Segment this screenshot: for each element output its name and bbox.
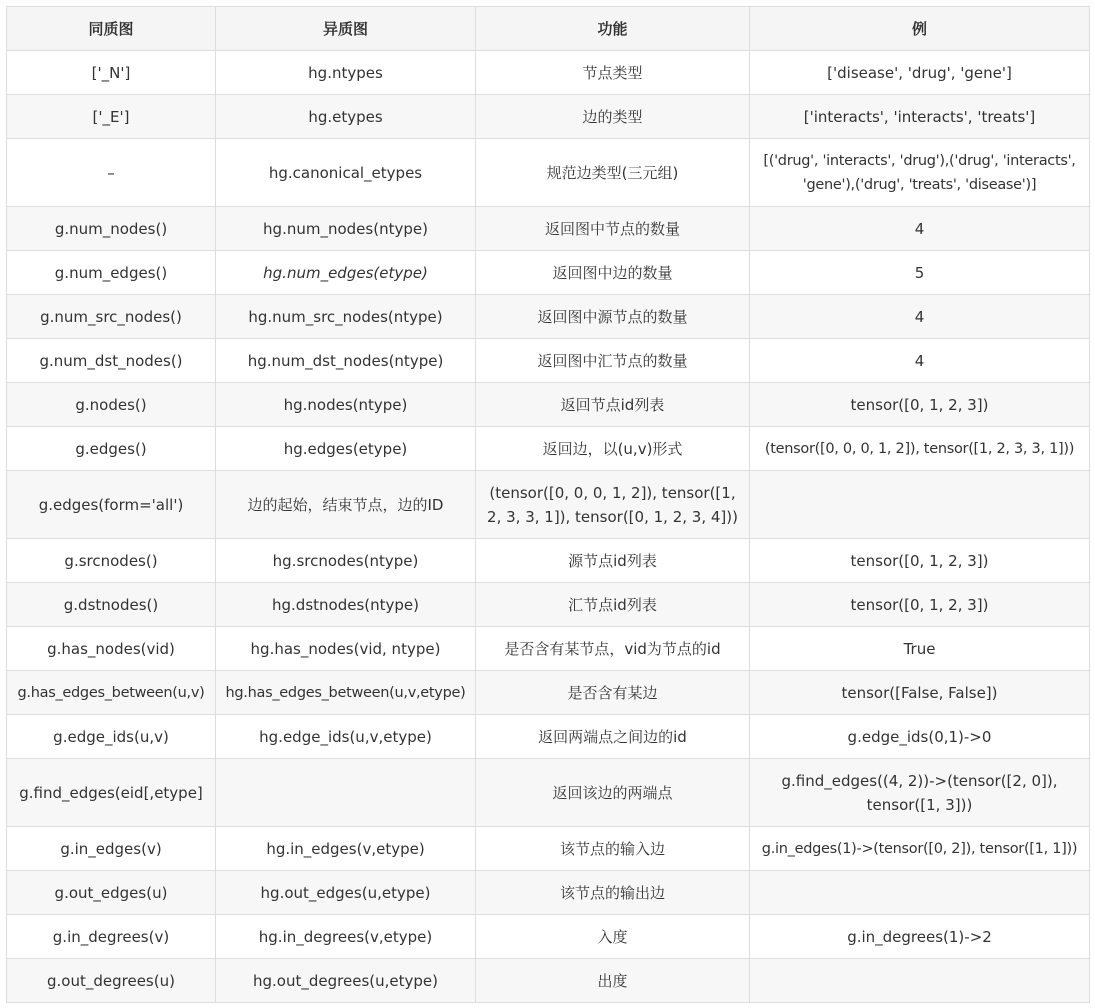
- cell-function: 返回图中边的数量: [476, 251, 750, 295]
- cell-example: [750, 871, 1090, 915]
- table-row: [7, 383, 1090, 427]
- cell-function: 源节点id列表: [476, 539, 750, 583]
- cell-function: 出度: [476, 959, 750, 1003]
- table-row: [7, 583, 1090, 627]
- cell-function: 返回两端点之间边的id: [476, 715, 750, 759]
- cell-function: 返回图中源节点的数量: [476, 295, 750, 339]
- cell-heterogeneous: hg.nodes(ntype): [216, 383, 476, 427]
- cell-heterogeneous: 边的起始，结束节点，边的ID: [216, 471, 476, 539]
- cell-heterogeneous: hg.has_nodes(vid, ntype): [216, 627, 476, 671]
- cell-example: tensor([0, 1, 2, 3]): [750, 539, 1090, 583]
- cell-heterogeneous: hg.edge_ids(u,v,etype): [216, 715, 476, 759]
- cell-example: ['interacts', 'interacts', 'treats']: [750, 95, 1090, 139]
- cell-function: 该节点的输入边: [476, 827, 750, 871]
- cell-example: tensor([0, 1, 2, 3]): [750, 383, 1090, 427]
- header-example: 例: [750, 7, 1090, 51]
- table-row: [7, 871, 1090, 915]
- cell-homogeneous: g.in_degrees(v): [7, 915, 216, 959]
- cell-homogeneous: g.out_degrees(u): [7, 959, 216, 1003]
- cell-heterogeneous: hg.num_nodes(ntype): [216, 207, 476, 251]
- cell-heterogeneous: hg.in_degrees(v,etype): [216, 915, 476, 959]
- cell-heterogeneous: hg.srcnodes(ntype): [216, 539, 476, 583]
- cell-example: g.in_edges(1)->(tensor([0, 2]), tensor([1, 1])): [750, 827, 1090, 871]
- cell-homogeneous: g.in_edges(v): [7, 827, 216, 871]
- cell-example: [('drug', 'interacts', 'drug'),('drug', 'interacts', 'gene'),('drug', 'treats', 'disease')]: [750, 139, 1090, 207]
- table-row: [7, 671, 1090, 715]
- header-homogeneous: 同质图: [7, 7, 216, 51]
- cell-homogeneous: g.has_nodes(vid): [7, 627, 216, 671]
- cell-example: ['disease', 'drug', 'gene']: [750, 51, 1090, 95]
- header-heterogeneous: 异质图: [216, 7, 476, 51]
- table-row: [7, 471, 1090, 539]
- cell-homogeneous: ['_N']: [7, 51, 216, 95]
- cell-heterogeneous: hg.canonical_etypes: [216, 139, 476, 207]
- cell-example: (tensor([0, 0, 0, 1, 2]), tensor([1, 2, 3, 3, 1])): [750, 427, 1090, 471]
- cell-example: tensor([False, False]): [750, 671, 1090, 715]
- table-row: [7, 827, 1090, 871]
- cell-heterogeneous: hg.num_edges(etype): [216, 251, 476, 295]
- table-row: [7, 95, 1090, 139]
- cell-heterogeneous: [216, 759, 476, 827]
- cell-function: 返回边，以(u,v)形式: [476, 427, 750, 471]
- cell-function: 规范边类型(三元组): [476, 139, 750, 207]
- cell-function: 返回节点id列表: [476, 383, 750, 427]
- cell-homogeneous: g.edge_ids(u,v): [7, 715, 216, 759]
- cell-homogeneous: g.num_nodes(): [7, 207, 216, 251]
- cell-example: [750, 471, 1090, 539]
- cell-function: 返回图中节点的数量: [476, 207, 750, 251]
- cell-heterogeneous: hg.in_edges(v,etype): [216, 827, 476, 871]
- table-row: [7, 251, 1090, 295]
- cell-homogeneous: g.num_src_nodes(): [7, 295, 216, 339]
- api-comparison-table: [6, 6, 1090, 1003]
- cell-homogeneous: g.dstnodes(): [7, 583, 216, 627]
- cell-homogeneous: ['_E']: [7, 95, 216, 139]
- table-row: [7, 627, 1090, 671]
- table-row: [7, 207, 1090, 251]
- cell-example: 4: [750, 339, 1090, 383]
- cell-function: 入度: [476, 915, 750, 959]
- cell-heterogeneous: hg.out_degrees(u,etype): [216, 959, 476, 1003]
- cell-function: 是否含有某边: [476, 671, 750, 715]
- table-row: [7, 539, 1090, 583]
- cell-homogeneous: g.nodes(): [7, 383, 216, 427]
- table-row: [7, 915, 1090, 959]
- cell-heterogeneous: hg.has_edges_between(u,v,etype): [216, 671, 476, 715]
- cell-function: 汇节点id列表: [476, 583, 750, 627]
- cell-homogeneous: g.has_edges_between(u,v): [7, 671, 216, 715]
- table-row: [7, 715, 1090, 759]
- table-row: [7, 139, 1090, 207]
- cell-function: 节点类型: [476, 51, 750, 95]
- cell-example: True: [750, 627, 1090, 671]
- cell-example: g.edge_ids(0,1)->0: [750, 715, 1090, 759]
- cell-heterogeneous: hg.num_src_nodes(ntype): [216, 295, 476, 339]
- cell-function: (tensor([0, 0, 0, 1, 2]), tensor([1, 2, 3, 3, 1]), tensor([0, 1, 2, 3, 4])): [476, 471, 750, 539]
- cell-homogeneous: g.edges(): [7, 427, 216, 471]
- cell-homogeneous: –: [7, 139, 216, 207]
- cell-homogeneous: g.num_edges(): [7, 251, 216, 295]
- cell-function: 边的类型: [476, 95, 750, 139]
- cell-heterogeneous: hg.ntypes: [216, 51, 476, 95]
- cell-homogeneous: g.srcnodes(): [7, 539, 216, 583]
- cell-homogeneous: g.edges(form='all'): [7, 471, 216, 539]
- cell-heterogeneous: hg.edges(etype): [216, 427, 476, 471]
- cell-homogeneous: g.find_edges(eid[,etype]: [7, 759, 216, 827]
- cell-homogeneous: g.num_dst_nodes(): [7, 339, 216, 383]
- cell-function: 该节点的输出边: [476, 871, 750, 915]
- cell-heterogeneous: hg.num_dst_nodes(ntype): [216, 339, 476, 383]
- cell-example: 5: [750, 251, 1090, 295]
- table-row: [7, 427, 1090, 471]
- cell-example: g.in_degrees(1)->2: [750, 915, 1090, 959]
- cell-homogeneous: g.out_edges(u): [7, 871, 216, 915]
- cell-heterogeneous: hg.dstnodes(ntype): [216, 583, 476, 627]
- cell-example: 4: [750, 207, 1090, 251]
- cell-example: 4: [750, 295, 1090, 339]
- table-row: [7, 759, 1090, 827]
- cell-example: [750, 959, 1090, 1003]
- header-function: 功能: [476, 7, 750, 51]
- header-row: [7, 7, 1090, 51]
- cell-example: tensor([0, 1, 2, 3]): [750, 583, 1090, 627]
- table-row: [7, 339, 1090, 383]
- table-row: [7, 295, 1090, 339]
- cell-function: 返回该边的两端点: [476, 759, 750, 827]
- cell-example: g.find_edges((4, 2))->(tensor([2, 0]), tensor([1, 3])): [750, 759, 1090, 827]
- table-row: [7, 51, 1090, 95]
- cell-function: 返回图中汇节点的数量: [476, 339, 750, 383]
- cell-function: 是否含有某节点，vid为节点的id: [476, 627, 750, 671]
- cell-heterogeneous: hg.out_edges(u,etype): [216, 871, 476, 915]
- cell-heterogeneous: hg.etypes: [216, 95, 476, 139]
- table-row: [7, 959, 1090, 1003]
